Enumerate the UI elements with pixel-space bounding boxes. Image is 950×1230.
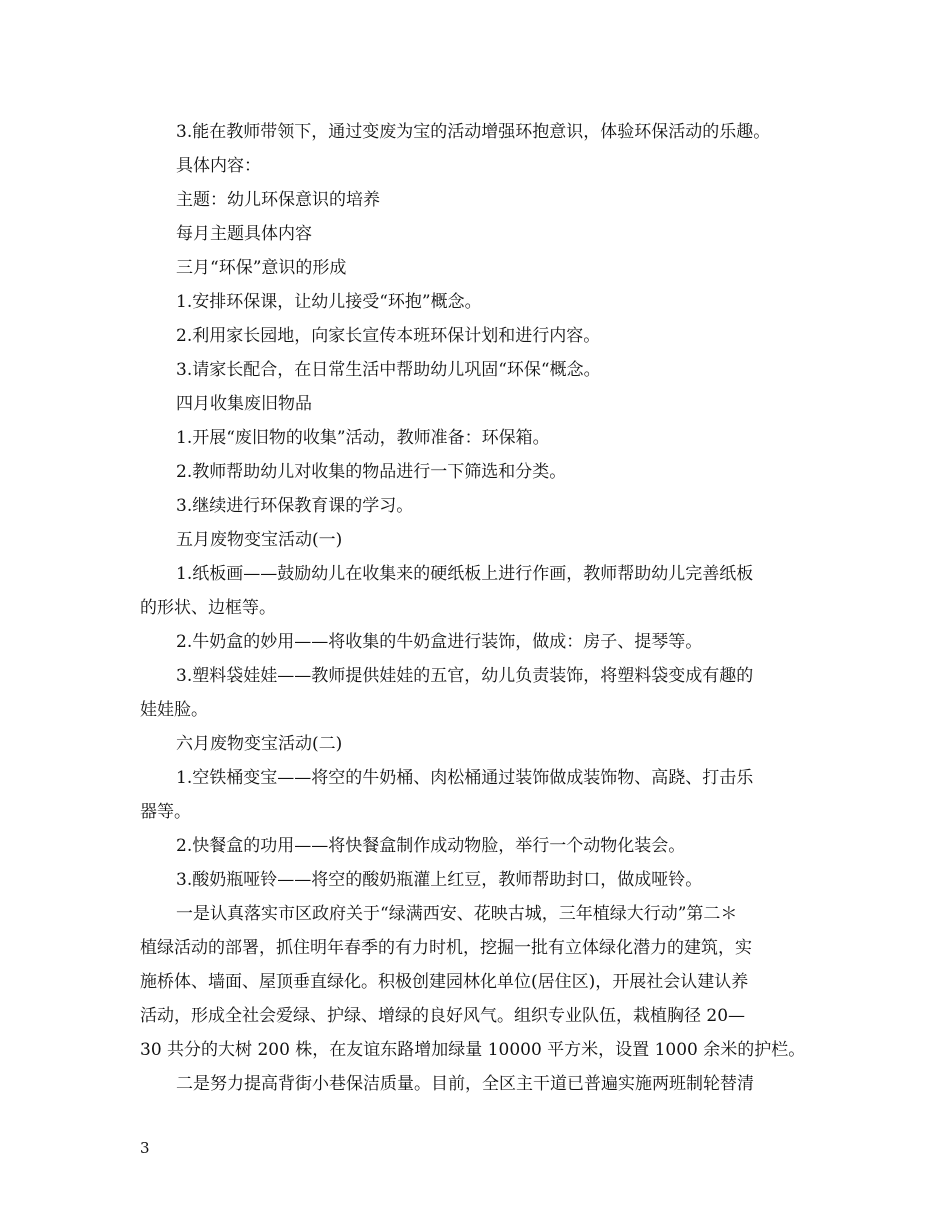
text-line: 娃娃脸。: [140, 700, 208, 720]
text-line: 一是认真落实市区政府关于“绿满西安、花映古城，三年植绿大行动”第二＊: [176, 904, 738, 924]
text-line: 2.教师帮助幼儿对收集的物品进行一下筛选和分类。: [176, 462, 567, 482]
text-line: 1.安排环保课，让幼儿接受“环抱”概念。: [176, 292, 482, 312]
text-line: 3.酸奶瓶哑铃——将空的酸奶瓶灌上红豆，教师帮助封口，做成哑铃。: [176, 870, 703, 890]
text-line: 具体内容：: [176, 156, 261, 176]
text-line: 每月主题具体内容: [176, 224, 312, 244]
text-line: 植绿活动的部署，抓住明年春季的有力时机，挖掘一批有立体绿化潜力的建筑，实: [140, 938, 752, 958]
text-line: 六月废物变宝活动(二): [176, 734, 343, 754]
text-line: 五月废物变宝活动(一): [176, 530, 343, 550]
text-line: 30 共分的大树 200 株，在友谊东路增加绿量 10000 平方米，设置 1000 余米的护栏。: [140, 1040, 806, 1060]
text-line: 施桥体、墙面、屋顶垂直绿化。积极创建园林化单位(居住区)，开展社会认建认养: [140, 972, 749, 992]
text-line: 3.请家长配合，在日常生活中帮助幼儿巩固“环保“概念。: [176, 360, 601, 380]
text-line: 1.空铁桶变宝——将空的牛奶桶、肉松桶通过装饰做成装饰物、高跷、打击乐: [176, 768, 754, 788]
text-line: 主题：幼儿环保意识的培养: [176, 190, 380, 210]
text-line: 3.继续进行环保教育课的学习。: [176, 496, 414, 516]
page-number: 3: [140, 1139, 150, 1157]
text-line: 3.能在教师带领下，通过变废为宝的活动增强环抱意识，体验环保活动的乐趣。: [176, 122, 771, 142]
text-line: 四月收集废旧物品: [176, 394, 312, 414]
text-line: 1.纸板画——鼓励幼儿在收集来的硬纸板上进行作画，教师帮助幼儿完善纸板: [176, 564, 754, 584]
text-line: 2.快餐盒的功用——将快餐盒制作成动物脸，举行一个动物化装会。: [176, 836, 686, 856]
text-line: 的形状、边框等。: [140, 598, 276, 618]
text-line: 3.塑料袋娃娃——教师提供娃娃的五官，幼儿负责装饰，将塑料袋变成有趣的: [176, 666, 754, 686]
text-line: 1.开展“废旧物的收集”活动，教师准备：环保箱。: [176, 428, 550, 448]
text-line: 2.牛奶盒的妙用——将收集的牛奶盒进行装饰，做成：房子、提琴等。: [176, 632, 703, 652]
text-line: 三月“环保”意识的形成: [176, 258, 347, 278]
text-line: 活动，形成全社会爱绿、护绿、增绿的良好风气。组织专业队伍，栽植胸径 20—: [140, 1006, 746, 1026]
text-line: 2.利用家长园地，向家长宣传本班环保计划和进行内容。: [176, 326, 601, 346]
text-line: 器等。: [140, 802, 191, 822]
text-line: 二是努力提高背街小巷保洁质量。目前，全区主干道已普遍实施两班制轮替清: [176, 1074, 754, 1094]
document-body: [140, 115, 826, 1101]
